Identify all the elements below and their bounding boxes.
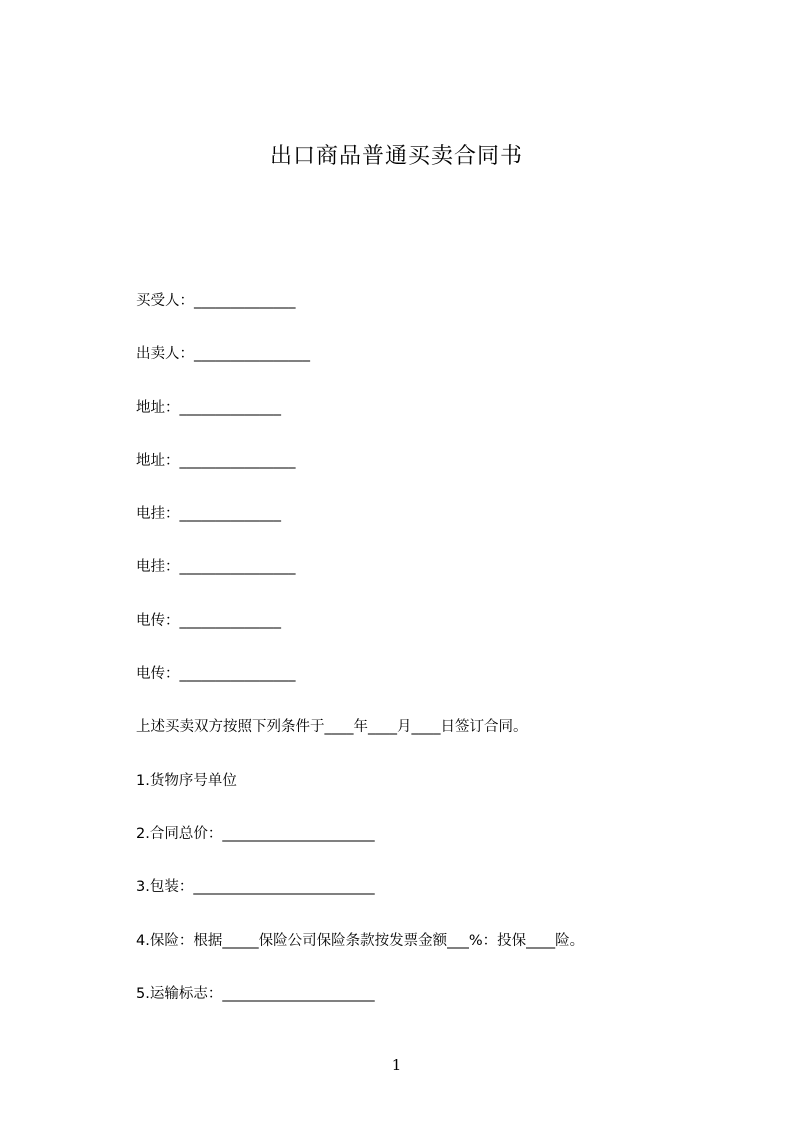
contract-intro: 上述买卖双方按照下列条件于____年____月____日签订合同。 (136, 719, 528, 735)
seller-cable-line: 电挂：________________ (136, 559, 296, 575)
clause-5: 5.运输标志：_____________________ (136, 986, 375, 1002)
clause-3: 3.包装：_________________________ (136, 879, 375, 895)
document-title: 出口商品普通买卖合同书 (269, 144, 523, 169)
seller-address-line: 地址：________________ (136, 453, 296, 469)
buyer-line: 买受人：______________ (136, 293, 296, 309)
clause-2: 2.合同总价：_____________________ (136, 826, 375, 842)
clause-4: 4.保险：根据_____保险公司保险条款按发票金额___%：投保____险。 (136, 933, 585, 949)
buyer-fax-line: 电传：______________ (136, 613, 281, 629)
clause-1: 1.货物序号单位 (136, 773, 237, 789)
page-number: 1 (391, 1056, 402, 1074)
buyer-address-line: 地址：______________ (136, 400, 281, 416)
buyer-cable-line: 电挂：______________ (136, 506, 281, 522)
seller-fax-line: 电传：________________ (136, 666, 296, 682)
seller-line: 出卖人：________________ (136, 346, 310, 362)
